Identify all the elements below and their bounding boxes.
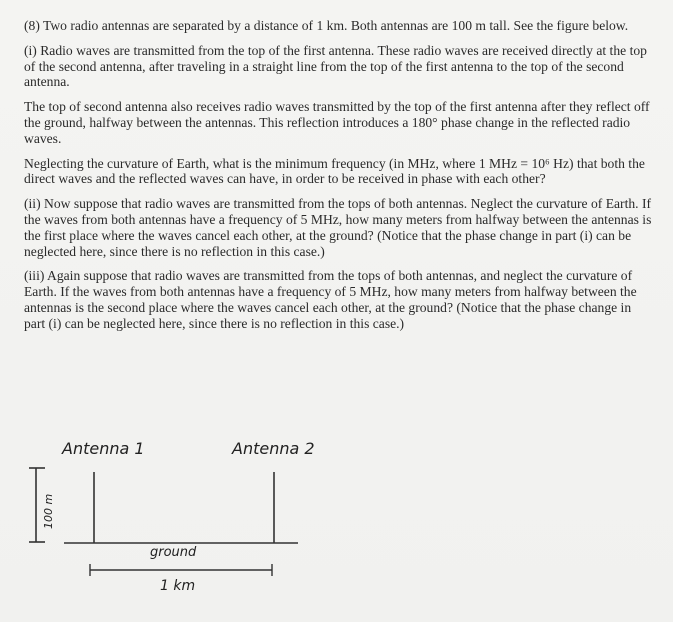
height-label: 100 m [42, 493, 55, 529]
part-ii-question: (ii) Now suppose that radio waves are transmitted from the tops of both antennas. Neglect the curvature of Earth. If the waves from both antennas have a frequency of 5 MHz, how many meters from halfway between the antennas is the first place where the waves cancel each other, at the ground? (Notice that the phase change in part (i) can be neglected here, since there is no reflection in this case.) [24, 196, 652, 259]
ground-label: ground [150, 545, 197, 560]
distance-dimension [90, 564, 272, 576]
distance-label: 1 km [160, 578, 196, 594]
problem-intro: (8) Two radio antennas are separated by a distance of 1 km. Both antennas are 100 m tall. See the figure below. [24, 18, 629, 33]
antenna-figure [0, 432, 673, 622]
part-i-paragraph-1: (i) Radio waves are transmitted from the top of the first antenna. These radio waves are received directly at the top of the second antenna, after traveling in a straight line from the top of the first antenna to the top of the second antenna. [24, 42, 647, 90]
problem-text [24, 18, 652, 341]
part-iii-question: (iii) Again suppose that radio waves are transmitted from the tops of both antennas, and neglect the curvature of Earth. If the waves from both antennas have a frequency of 5 MHz, how many meters from halfway between the antennas is the second place where the waves cancel each other, at the ground? (Notice that the phase change in part (i) can be neglected here, since there is no reflection in this case.) [24, 268, 637, 331]
part-i-paragraph-2: The top of second antenna also receives radio waves transmitted by the top of the first antenna after they reflect off the ground, halfway between the antennas. This reflection introduces a 180° phase change in the reflected radio waves. [24, 99, 650, 146]
part-i-question: Neglecting the curvature of Earth, what is the minimum frequency (in MHz, where 1 MHz = 10⁶ Hz) that both the direct waves and the reflected waves can have, in order to be received in phase with each other? [24, 155, 645, 187]
antenna-1-label: Antenna 1 [62, 439, 145, 458]
antenna-2-label: Antenna 2 [232, 439, 315, 458]
